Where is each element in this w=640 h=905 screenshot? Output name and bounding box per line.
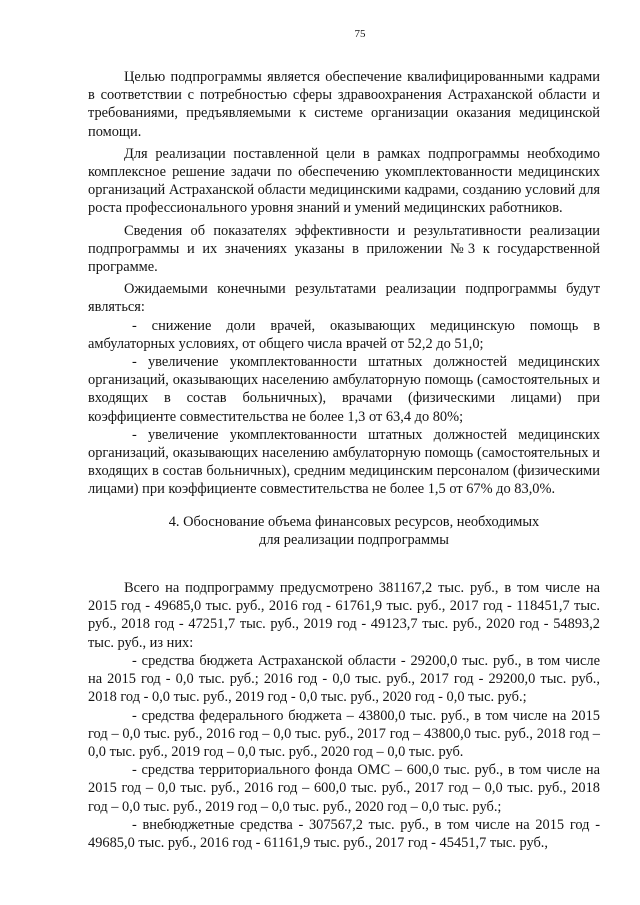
paragraph-tasks: Для реализации поставленной цели в рамках подпрограммы необходимо комплексное решение задачи по обеспечению укомплектованности медицинских организаций Астраханской области медицинскими кадрами, созданию условий для роста профессионального уровня знаний и умений медицинских работников. (88, 145, 600, 217)
paragraph-expected-results: Ожидаемыми конечными результатами реализации подпрограммы будут являться: (88, 281, 600, 316)
paragraph-goal: Целью подпрограммы является обеспечение квалифицированными кадрами в соответствии с потребностью сферы здравоохранения Астраханской области и требованиями, предъявляемыми к системе организации оказания медицинской помощи. (88, 69, 600, 140)
funding-list-item: - внебюджетные средства - 307567,2 тыс. руб., в том числе на 2015 год - 49685,0 тыс. руб., 2016 год - 61161,9 тыс. руб., 2017 год - 45451,7 тыс. руб., (88, 816, 600, 851)
document-body (88, 68, 600, 852)
section-heading-line: для реализации подпрограммы (259, 531, 449, 548)
results-list-item: - снижение доли врачей, оказывающих медицинскую помощь в амбулаторных условиях, от общего числа врачей от 52,2 до 51,0; (88, 317, 600, 352)
section-heading (108, 513, 600, 549)
paragraph-indicators: Сведения об показателях эффективности и результативности реализации подпрограммы и их значениях указаны в приложении №3 к государственной программе. (88, 222, 600, 276)
funding-list-item: - средства территориального фонда ОМС – 600,0 тыс. руб., в том числе на 2015 год – 0,0 тыс. руб., 2016 год – 600,0 тыс. руб., 2017 год – 0,0 тыс. руб., 2018 год – 0,0 тыс. руб., 2019 год – 0,0 тыс. руб., 2020 год – 0,0 тыс. руб.; (88, 762, 600, 815)
page-number: 75 (354, 28, 366, 40)
results-list-item: - увеличение укомплектованности штатных должностей медицинских организаций, оказывающих населению амбулаторную помощь (самостоятельных и входящих в состав больничных), врачами (физическими лицами) при коэффициенте совместительства не более 1,3 от 63,4 до 80%; (88, 354, 600, 425)
funding-list-item: - средства федерального бюджета – 43800,0 тыс. руб., в том числе на 2015 год – 0,0 тыс. руб., 2016 год – 0,0 тыс. руб., 2017 год – 43800,0 тыс. руб., 2018 год – 0,0 тыс. руб., 2019 год – 0,0 тыс. руб., 2020 год – 0,0 тыс. руб. (88, 707, 600, 760)
section-heading-line: 4. Обоснование объема финансовых ресурсов, необходимых (168, 513, 540, 530)
funding-list-item: - средства бюджета Астраханской области - 29200,0 тыс. руб., в том числе на 2015 год - 0,0 тыс. руб.; 2016 год - 0,0 тыс. руб., 2017 год - 29200,0 тыс. руб., 2018 год - 0,0 тыс. руб., 2019 год - 0,0 тыс. руб., 2020 год - 0,0 тыс. руб.; (88, 652, 600, 706)
paragraph-funding-total: Всего на подпрограмму предусмотрено 381167,2 тыс. руб., в том числе на 2015 год - 49685,0 тыс. руб., 2016 год - 61761,9 тыс. руб., 2017 год - 118451,7 тыс. руб., 2018 год - 47251,7 тыс. руб., 2019 год - 49123,7 тыс. руб., 2020 год - 54893,2 тыс. руб., из них: (88, 580, 600, 651)
results-list-item: - увеличение укомплектованности штатных должностей медицинских организаций, оказывающих населению амбулаторную помощь (самостоятельных и входящих в состав больничных), средним медицинским персоналом (физическими лицами) при коэффициенте совместительства не более 1,5 от 67% до 83,0%. (88, 426, 600, 498)
